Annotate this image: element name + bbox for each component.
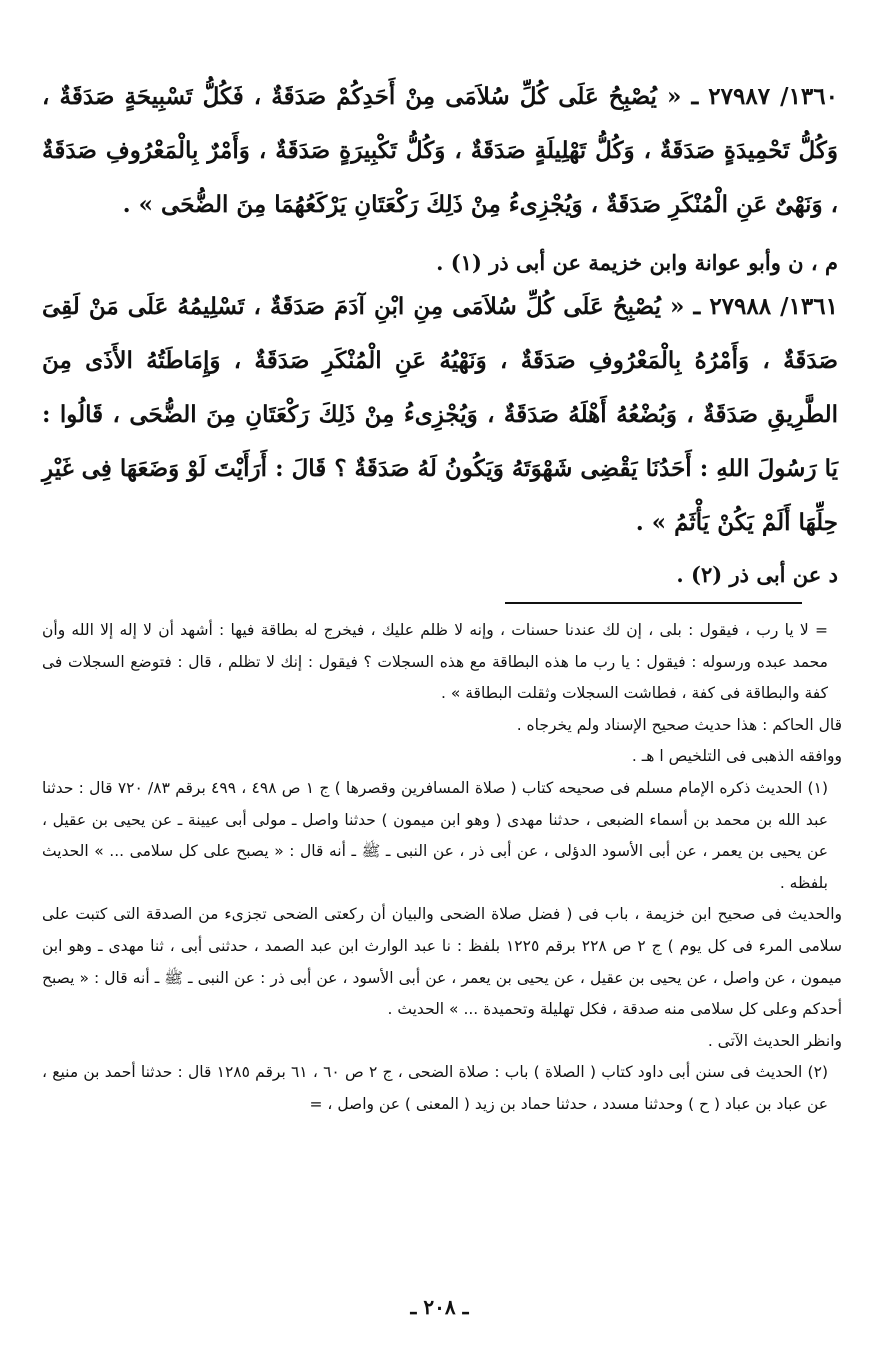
footnote-hakim: قال الحاكم : هذا حديث صحيح الإسناد ولم يخرجاه . xyxy=(516,715,842,734)
hadith-1360-source: م ، ن وأبو عوانة وابن خزيمة عن أبى ذر (١) . xyxy=(436,250,838,275)
hadith-1361: ١٣٦١/ ٢٧٩٨٨ ـ « يُصْبِحُ عَلَى كُلِّ سُلاَمَى مِنِ ابْنِ آدَمَ صَدَقَةٌ ، تَسْلِيمُهُ عَلَى مَنْ لَقِىَ صَدَقَةٌ ، وَأَمْرُهُ بِالْمَعْرُوفِ صَدَقَةٌ ، وَنَهْيُهُ عَنِ الْمُنْكَرِ صَدَقَةٌ ، وَإِمَاطَتُهُ الأَذَى مِنَ الطَّرِيقِ صَدَقَةٌ ، وَبُضْعُهُ أَهْلَهُ صَدَقَةٌ ، وَيُجْزِىءُ مِنْ ذَلِكَ رَكْعَتَانِ مِنَ الضُّحَى ، قَالُوا : يَا رَسُولَ اللهِ : أَحَدُنَا يَقْضِى شَهْوَتَهُ وَيَكُونُ لَهُ صَدَقَةٌ ؟ قَالَ : أَرَأَيْتَ لَوْ وَضَعَهَا فِى غَيْرِ حِلِّهَا أَلَمْ يَكُنْ يَأْثَمُ » . xyxy=(42,293,838,536)
footnotes xyxy=(42,615,842,1121)
hadith-1360: ١٣٦٠/ ٢٧٩٨٧ ـ « يُصْبِحُ عَلَى كُلِّ سُلاَمَى مِنْ أَحَدِكُمْ صَدَقَةٌ ، فَكُلُّ تَسْبِيحَةٍ صَدَقَةٌ ، وَكُلُّ تَحْمِيدَةٍ صَدَقَةٌ ، وَكُلُّ تَهْلِيلَةٍ صَدَقَةٌ ، وَكُلُّ تَكْبِيرَةٍ صَدَقَةٌ ، وَأَمْرٌ بِالْمَعْرُوفِ صَدَقَةٌ ، وَنَهْىٌ عَنِ الْمُنْكَرِ صَدَقَةٌ ، وَيُجْزِىءُ مِنْ ذَلِكَ رَكْعَتَانِ يَرْكَعُهُمَا مِنَ الضُّحَى » . xyxy=(42,83,838,218)
footnote-1-see-next: وانظر الحديث الآتى . xyxy=(707,1031,842,1050)
page-number: ـ ٢٠٨ ـ xyxy=(410,1295,469,1319)
footnote-separator xyxy=(505,602,802,604)
footnote-2: (٢) الحديث فى سنن أبى داود كتاب ( الصلاة ) باب : صلاة الضحى ، ج ٢ ص ٦٠ ، ٦١ برقم ١٢٨٥ قال : حدثنا أحمد بن منيع ، عن عباد بن عباد ( ح ) وحدثنا مسدد ، حدثنا حماد بن زيد ( المعنى ) عن واصل ، = xyxy=(42,1063,828,1113)
footnote-continuation: = لا يا رب ، فيقول : بلى ، إن لك عندنا حسنات ، وإنه لا ظلم عليك ، فيخرج له بطاقة فيها : أشهد أن لا إله إلا الله وأن محمد عبده ورسوله : فيقول : يا رب ما هذه البطاقة مع هذه السجلات ؟ فيقول : إنك لا تظلم ، قال : فتوضع السجلات فى كفة والبطاقة فى كفة ، فطاشت السجلات وثقلت البطاقة » . xyxy=(42,621,828,703)
hadith-1361-source: د عن أبى ذر (٢) . xyxy=(676,562,838,587)
footnote-1-ibn-khuzaymah: والحديث فى صحيح ابن خزيمة ، باب فى ( فضل صلاة الضحى والبيان أن ركعتى الضحى تجزىء من الصدقة التى كتبت على سلامى المرء فى كل يوم ) ج ٢ ص ٢٢٨ برقم ١٢٢٥ بلفظ : نا عبد الوارث ابن عبد الصمد ، حدثنى أبى ، ثنا مهدى ـ وهو ابن ميمون ، عن واصل ، عن يحيى بن عقيل ، عن يحيى بن يعمر ، عن أبى الأسود ، عن أبى ذر : عن النبى ـ ﷺ ـ أنه قال : « يصبح أحدكم وعلى كل سلامى منه صدقة ، فكل تهليلة وتحميدة ... » الحديث . xyxy=(42,905,842,1019)
footnote-dhahabi: ووافقه الذهبى فى التلخيص ا هـ . xyxy=(631,747,842,766)
footnote-1: (١) الحديث ذكره الإمام مسلم فى صحيحه كتاب ( صلاة المسافرين وقصرها ) ج ١ ص ٤٩٨ ، ٤٩٩ برقم ٨٣/ ٧٢٠ قال : حدثنا عبد الله بن محمد بن أسماء الضبعى ، حدثنا مهدى ( وهو ابن ميمون ) حدثنا واصل ـ مولى أبى عيينة ـ عن يحيى بن عقيل ، عن يحيى بن يعمر ، عن أبى الأسود الدؤلى ، عن أبى ذر ، عن النبى ـ ﷺ ـ أنه قال : « يصبح على كل سلامى ... » الحديث بلفظه . xyxy=(42,778,828,892)
